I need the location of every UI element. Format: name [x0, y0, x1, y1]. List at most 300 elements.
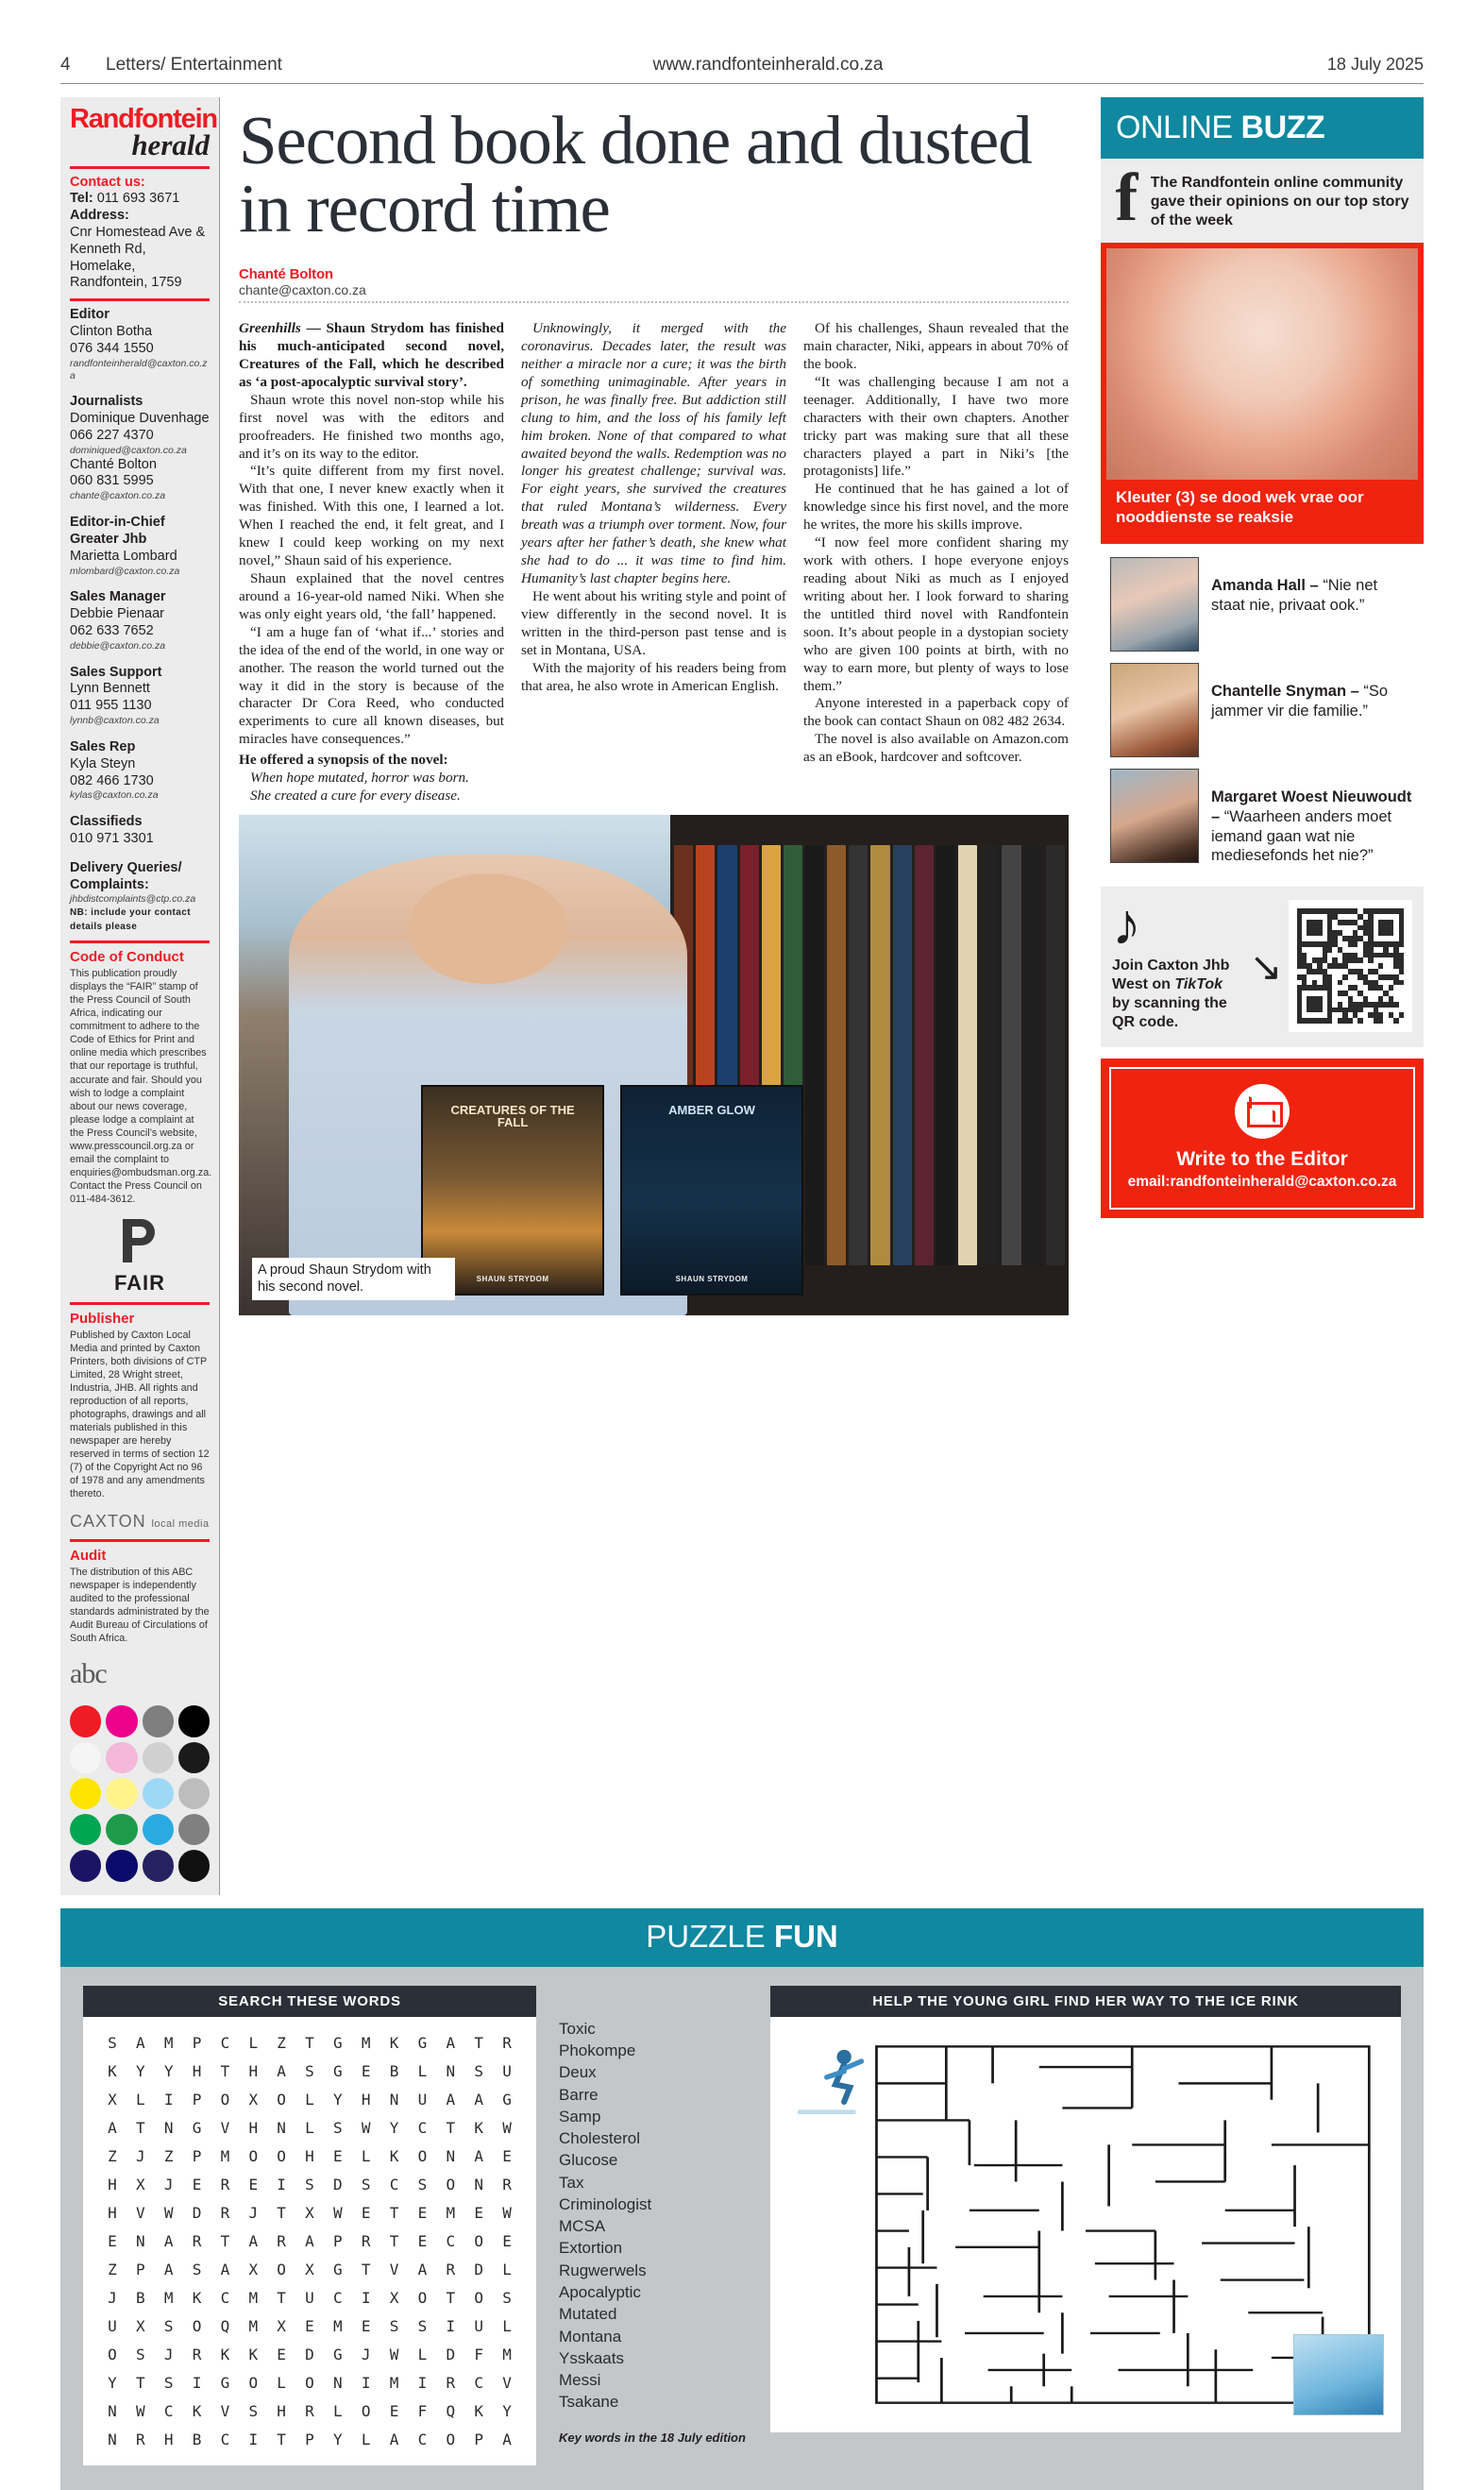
grid-letter: C: [333, 2288, 343, 2307]
grid-letter: M: [248, 2288, 259, 2307]
grid-letter: O: [446, 2175, 456, 2194]
grid-letter: L: [305, 2090, 314, 2109]
grid-letter: K: [389, 2146, 399, 2165]
grid-letter: P: [474, 2430, 484, 2448]
grid-letter: H: [163, 2430, 174, 2448]
grid-letter: C: [220, 2430, 230, 2448]
grid-letter: S: [333, 2118, 343, 2137]
article-subhead: He offered a synopsis of the novel:: [239, 752, 448, 769]
article-paragraph: Unknowingly, it merged with the coronavirus. Decades later, the result was neither a miracle nor a cure; it was the birth of something unimaginable. After years in prison, he was finally free. But addiction still clung to him, and the loss of his family left him broken. None of that compared to what awaited beyond the walls. Redemption was no longer his greatest challenge; survival was. For eight years, she survived the creatures that ruled Montana’s wilderness. Every breath was a triumph over torment. Now, four years after her father’s death, she knew what she had to do ... it was time to find him. Humanity’s last chapter begins here.: [521, 320, 786, 586]
avatar: [1110, 769, 1199, 863]
staff-role: Journalists: [70, 394, 143, 410]
book-cover-title: CREATURES OF THE FALL: [450, 1102, 575, 1130]
contact-tel: [70, 191, 210, 208]
word-list-note: Key words in the 18 July edition: [559, 2430, 746, 2445]
grid-letter: Y: [333, 2090, 343, 2109]
grid-letter: O: [108, 2345, 117, 2363]
grid-letter: W: [135, 2401, 145, 2420]
grid-letter: C: [417, 2118, 428, 2137]
colour-registration-swatches: [70, 1705, 210, 1881]
grid-letter: T: [446, 2288, 456, 2307]
grid-letter: O: [277, 2260, 286, 2278]
grid-letter: M: [361, 2033, 371, 2052]
article-column-3: [803, 320, 1069, 805]
grid-letter: G: [333, 2033, 343, 2052]
top-story-card[interactable]: [1101, 243, 1424, 543]
page-number: 4: [60, 55, 71, 75]
grid-letter: M: [163, 2288, 174, 2307]
grid-letter: E: [361, 2061, 371, 2080]
swatch: [70, 1705, 101, 1736]
grid-letter: M: [502, 2345, 512, 2363]
word-list-item: Tax: [559, 2173, 584, 2192]
grid-letter: O: [248, 2146, 259, 2165]
delivery-email[interactable]: jhbdistcomplaints@ctp.co.za: [70, 893, 196, 906]
book-cover-author: SHAUN STRYDOM: [675, 1274, 749, 1283]
maze-puzzle: [770, 1986, 1401, 2465]
grid-letter: D: [305, 2345, 314, 2363]
grid-letter: I: [361, 2288, 371, 2307]
grid-letter: G: [417, 2033, 428, 2052]
address-line-2: Kenneth Rd,: [70, 241, 146, 257]
grid-letter: J: [135, 2146, 145, 2165]
book-cover-author: SHAUN STRYDOM: [476, 1274, 549, 1283]
main-article: [219, 97, 1086, 1895]
word-list-item: Ysskaats: [559, 2348, 624, 2367]
word-search: [83, 1986, 536, 2465]
grid-letter: A: [417, 2260, 428, 2278]
comment-body: “Waarheen anders moet iemand gaan wat nie mediesefonds het nie?”: [1211, 807, 1392, 865]
contact-divider: [70, 298, 210, 301]
staff-email[interactable]: chante@caxton.co.za: [70, 490, 166, 502]
ice-skater-icon: [795, 2040, 882, 2126]
grid-letter: C: [446, 2231, 456, 2250]
grid-letter: T: [389, 2203, 399, 2222]
grid-letter: T: [277, 2288, 286, 2307]
grid-letter: V: [502, 2373, 512, 2392]
grid-letter: K: [220, 2345, 230, 2363]
staff-phone: 062 633 7652: [70, 622, 154, 638]
staff-name: Clinton Botha: [70, 324, 153, 340]
grid-letter: O: [305, 2373, 314, 2392]
article-synopsis-line: When hope mutated, horror was born.: [250, 770, 469, 787]
write-to-editor-email[interactable]: email:randfonteinherald@caxton.co.za: [1127, 1174, 1397, 1191]
grid-letter: R: [361, 2231, 371, 2250]
audit-divider: [70, 1539, 210, 1542]
grid-letter: P: [333, 2231, 343, 2250]
grid-letter: X: [305, 2260, 314, 2278]
grid-letter: N: [108, 2430, 117, 2448]
grid-letter: G: [220, 2373, 230, 2392]
grid-letter: S: [417, 2175, 428, 2194]
grid-letter: P: [135, 2260, 145, 2278]
grid-letter: L: [417, 2345, 428, 2363]
tiktok-text-c: by scanning the QR code.: [1112, 994, 1227, 1030]
tiktok-promo[interactable]: [1101, 887, 1424, 1047]
puzzle-title-light: PUZZLE: [646, 1918, 774, 1954]
grid-letter: I: [361, 2373, 371, 2392]
grid-letter: Z: [163, 2146, 174, 2165]
comment-text: [1211, 769, 1414, 866]
grid-letter: H: [277, 2401, 286, 2420]
grid-letter: A: [220, 2260, 230, 2278]
tel-value: 011 693 3671: [96, 191, 180, 207]
issue-date: 18 July 2025: [1326, 55, 1424, 74]
comment-item: [1110, 769, 1414, 866]
grid-letter: E: [502, 2231, 512, 2250]
puzzle-title-bold: FUN: [773, 1918, 838, 1954]
delivery-heading: Delivery Queries/ Complaints:: [70, 859, 182, 892]
grid-letter: U: [474, 2316, 484, 2335]
grid-letter: L: [277, 2373, 286, 2392]
staff-email[interactable]: dominiqued@caxton.co.za: [70, 444, 187, 456]
caxton-logo-sub: local media: [151, 1518, 210, 1531]
grid-letter: G: [333, 2260, 343, 2278]
grid-letter: K: [192, 2288, 202, 2307]
publisher-divider: [70, 1302, 210, 1305]
grid-letter: O: [446, 2430, 456, 2448]
grid-letter: A: [305, 2231, 314, 2250]
swatch: [178, 1742, 210, 1773]
lead-text: — Shaun Strydom has finished his much-anticipated second novel, Creatures of the Fall, which he described as ‘a post-apocalyptic survival story’.: [239, 320, 504, 390]
grid-letter: A: [474, 2090, 484, 2109]
qr-code-pattern: [1297, 908, 1404, 1024]
grid-letter: R: [220, 2175, 230, 2194]
grid-letter: E: [502, 2146, 512, 2165]
comment-list: [1101, 544, 1424, 875]
grid-letter: N: [135, 2231, 145, 2250]
grid-letter: S: [248, 2401, 259, 2420]
grid-letter: G: [333, 2061, 343, 2080]
grid-letter: S: [389, 2316, 399, 2335]
grid-letter: A: [248, 2231, 259, 2250]
grid-letter: E: [417, 2231, 428, 2250]
word-list-item: Barre: [559, 2085, 599, 2104]
dateline: Greenhills: [239, 320, 301, 337]
comment-body: “Nie net staat nie, privaat ook.”: [1211, 576, 1378, 614]
staff-email[interactable]: randfonteinherald@caxton.co.za: [70, 357, 208, 381]
qr-code[interactable]: [1289, 900, 1412, 1032]
grid-letter: N: [446, 2146, 456, 2165]
grid-letter: K: [474, 2401, 484, 2420]
facebook-icon: f: [1115, 160, 1138, 235]
article-paragraph: He continued that he has gained a lot of knowledge since his first novel, and the more he writes, the more his skills improve.: [803, 481, 1069, 534]
grid-letter: U: [502, 2061, 512, 2080]
maze-heading: HELP THE YOUNG GIRL FIND HER WAY TO THE ICE RINK: [770, 1986, 1401, 2017]
grid-letter: X: [248, 2260, 259, 2278]
grid-letter: I: [417, 2373, 428, 2392]
swatch: [178, 1778, 210, 1809]
staff-email[interactable]: lynnb@caxton.co.za: [70, 715, 160, 727]
grid-letter: T: [135, 2373, 145, 2392]
book-cover-title: AMBER GLOW: [668, 1102, 755, 1117]
grid-letter: O: [220, 2090, 230, 2109]
grid-letter: T: [220, 2061, 230, 2080]
grid-letter: W: [361, 2118, 371, 2137]
word-list-item: Tsakane: [559, 2393, 619, 2412]
grid-letter: R: [502, 2175, 512, 2194]
grid-letter: A: [502, 2430, 512, 2448]
grid-letter: Y: [389, 2118, 399, 2137]
grid-letter: T: [305, 2033, 314, 2052]
word-list-item: Extortion: [559, 2239, 623, 2258]
grid-letter: M: [248, 2316, 259, 2335]
staff-name: Marietta Lombard: [70, 548, 177, 564]
grid-letter: S: [417, 2316, 428, 2335]
staff-phone: 060 831 5995: [70, 473, 154, 489]
grid-letter: N: [277, 2118, 286, 2137]
grid-letter: R: [192, 2231, 202, 2250]
grid-letter: Q: [220, 2316, 230, 2335]
grid-letter: R: [446, 2260, 456, 2278]
word-list-item: Criminologist: [559, 2194, 652, 2213]
byline-divider: [239, 301, 1069, 303]
grid-letter: K: [192, 2401, 202, 2420]
article-lead: [239, 320, 504, 392]
swatch: [143, 1814, 174, 1845]
grid-letter: O: [248, 2373, 259, 2392]
staff-name: Dominique Duvenhage: [70, 411, 210, 427]
grid-letter: N: [333, 2373, 343, 2392]
grid-letter: C: [389, 2175, 399, 2194]
grid-letter: C: [220, 2033, 230, 2052]
word-list-item: Mutated: [559, 2305, 617, 2324]
grid-letter: A: [163, 2231, 174, 2250]
grid-letter: G: [502, 2090, 512, 2109]
grid-letter: L: [248, 2033, 259, 2052]
staff-entry: [70, 394, 210, 502]
swatch: [143, 1778, 174, 1809]
grid-letter: V: [135, 2203, 145, 2222]
grid-letter: H: [361, 2090, 371, 2109]
page-header: [60, 0, 1424, 76]
swatch: [178, 1850, 210, 1881]
swatch: [106, 1705, 137, 1736]
grid-letter: T: [474, 2033, 484, 2052]
masthead-logo-randfontein: Randfontein: [70, 104, 217, 134]
swatch: [106, 1742, 137, 1773]
staff-entry: [70, 307, 210, 381]
photo-caption: A proud Shaun Strydom with his second novel.: [252, 1258, 455, 1300]
press-council-icon: [115, 1215, 164, 1266]
grid-letter: C: [417, 2430, 428, 2448]
abc-logo: abc: [70, 1658, 107, 1690]
write-to-editor-box[interactable]: [1101, 1059, 1424, 1218]
comment-author: Chantelle Snyman –: [1211, 682, 1359, 700]
envelope-icon: [1235, 1084, 1290, 1139]
grid-letter: R: [135, 2430, 145, 2448]
staff-entry: [70, 665, 210, 727]
book-cover-amber-glow: [620, 1085, 802, 1296]
grid-letter: F: [417, 2401, 428, 2420]
byline: [239, 266, 1069, 303]
grid-letter: U: [305, 2288, 314, 2307]
grid-letter: L: [417, 2061, 428, 2080]
grid-letter: E: [305, 2316, 314, 2335]
grid-letter: T: [220, 2231, 230, 2250]
grid-letter: H: [192, 2061, 202, 2080]
article-column-2: [521, 320, 786, 805]
grid-letter: A: [108, 2118, 117, 2137]
code-of-conduct-text: This publication proudly displays the “FAIR” stamp of the Press Council of South Africa, indicating our commitment to adhere to the Code of Ethics for Print and online media which prescribes that our reportage is truthful, accurate and fair. Should you wish to lodge a complaint about our news coverage, please lodge a complaint at the Press Council’s website, www.presscouncil.org.za or email the complaint to enquiries@ombudsman.org.za. Contact the Press Council on 011-484-3612.: [70, 968, 212, 1205]
grid-letter: R: [446, 2373, 456, 2392]
grid-letter: E: [277, 2345, 286, 2363]
grid-letter: R: [192, 2345, 202, 2363]
staff-email[interactable]: mlombard@caxton.co.za: [70, 565, 180, 577]
grid-letter: B: [135, 2288, 145, 2307]
comment-body: “So jammer vir die familie.”: [1211, 682, 1389, 720]
grid-letter: S: [305, 2061, 314, 2080]
grid-letter: W: [502, 2203, 512, 2222]
grid-letter: R: [220, 2203, 230, 2222]
buzz-title-light: ONLINE: [1116, 110, 1241, 145]
word-list-item: Deux: [559, 2063, 597, 2082]
staff-role: Editor: [70, 307, 110, 323]
grid-letter: I: [248, 2430, 259, 2448]
grid-letter: J: [163, 2345, 174, 2363]
grid-letter: O: [417, 2288, 428, 2307]
top-story-image: [1106, 248, 1418, 480]
code-of-conduct-title: Code of Conduct: [70, 949, 184, 966]
grid-letter: A: [135, 2033, 145, 2052]
grid-letter: E: [417, 2203, 428, 2222]
word-list-item: Rugwerwels: [559, 2261, 647, 2279]
swatch: [70, 1814, 101, 1845]
grid-letter: J: [108, 2288, 117, 2307]
grid-letter: H: [248, 2061, 259, 2080]
article-paragraph: “It’s quite different from my first novel. With that one, I never knew exactly when it was finished. With this one, I learned a lot. When I reached the end, it felt great, and I knew I could keep working on my next novel,” Shaun said of his experience.: [239, 463, 504, 569]
tiktok-icon: ♪: [1112, 893, 1141, 958]
delivery-queries: [70, 860, 210, 934]
write-to-editor-title: Write to the Editor: [1176, 1148, 1348, 1171]
grid-letter: O: [474, 2288, 484, 2307]
swatch: [143, 1742, 174, 1773]
grid-letter: X: [248, 2090, 259, 2109]
staff-email[interactable]: debbie@caxton.co.za: [70, 639, 166, 652]
article-headline: Second book done and dusted in record time: [239, 102, 1032, 246]
grid-letter: A: [446, 2090, 456, 2109]
grid-letter: E: [108, 2231, 117, 2250]
grid-letter: E: [361, 2203, 371, 2222]
grid-letter: H: [108, 2175, 117, 2194]
swatch: [143, 1705, 174, 1736]
grid-letter: S: [163, 2316, 174, 2335]
staff-phone: 066 227 4370: [70, 427, 154, 443]
grid-letter: E: [389, 2401, 399, 2420]
grid-letter: X: [108, 2090, 117, 2109]
grid-letter: O: [277, 2146, 286, 2165]
grid-letter: X: [389, 2288, 399, 2307]
grid-letter: L: [135, 2090, 145, 2109]
website-url: www.randfonteinherald.co.za: [652, 55, 884, 75]
article-paragraph: “I now feel more confident sharing my work with others. I hope everyone enjoys reading about Niki as much as I enjoyed writing about her. I look forward to sharing the untitled third novel with Randfontein soon. It’s about people in a dystopian society who are given 100 points at birth, with no way to earn more, but plenty of ways to lose them.”: [803, 534, 1069, 694]
contact-heading: Contact us:: [70, 175, 145, 191]
article-paragraph: Of his challenges, Shaun revealed that the main character, Niki, appears in about 70% of the book.: [803, 320, 1069, 372]
address-label: Address:: [70, 208, 129, 224]
grid-letter: J: [248, 2203, 259, 2222]
grid-letter: P: [192, 2146, 202, 2165]
grid-letter: A: [163, 2260, 174, 2278]
grid-letter: T: [446, 2118, 456, 2137]
grid-letter: M: [333, 2316, 343, 2335]
online-buzz-rail: [1101, 97, 1424, 1895]
grid-letter: K: [108, 2061, 117, 2080]
staff-phone: 076 344 1550: [70, 340, 154, 356]
grid-letter: A: [277, 2061, 286, 2080]
swatch: [70, 1742, 101, 1773]
section-title: Letters/ Entertainment: [106, 55, 282, 75]
word-list-item: Montana: [559, 2327, 622, 2346]
grid-letter: S: [502, 2288, 512, 2307]
grid-letter: R: [305, 2401, 314, 2420]
grid-letter: R: [277, 2231, 286, 2250]
buzz-title-bold: BUZZ: [1240, 110, 1325, 145]
online-buzz-intro: [1101, 159, 1424, 243]
grid-letter: X: [135, 2316, 145, 2335]
grid-letter: V: [220, 2118, 230, 2137]
online-buzz-header: [1101, 97, 1424, 159]
grid-letter: H: [108, 2203, 117, 2222]
comment-item: [1110, 557, 1414, 652]
article-paragraph: The novel is also available on Amazon.com as an eBook, hardcover and softcover.: [803, 731, 1069, 766]
grid-letter: D: [474, 2260, 484, 2278]
grid-letter: Z: [108, 2146, 117, 2165]
grid-letter: L: [361, 2146, 371, 2165]
word-list-item: MCSA: [559, 2217, 606, 2236]
staff-name: Chanté Bolton: [70, 456, 157, 472]
staff-role: Sales Rep: [70, 738, 136, 754]
staff-email[interactable]: kylas@caxton.co.za: [70, 789, 159, 802]
grid-letter: L: [305, 2118, 314, 2137]
grid-letter: H: [305, 2146, 314, 2165]
grid-letter: L: [361, 2430, 371, 2448]
grid-letter: U: [108, 2316, 117, 2335]
fair-stamp-text: FAIR: [113, 1270, 166, 1295]
grid-letter: L: [502, 2316, 512, 2335]
ice-rink-graphic: [1293, 2334, 1384, 2415]
article-paragraph: Shaun wrote this novel non-stop while his first novel was with the editors and proofreaders. He finished two months ago, and it’s on its way to the editor.: [239, 391, 504, 462]
grid-letter: V: [220, 2401, 230, 2420]
comment-author: Margaret Woest Nieuwoudt –: [1211, 788, 1412, 825]
caxton-logo-word: CAXTON: [70, 1512, 146, 1532]
staff-entry-classifieds: [70, 814, 210, 848]
avatar: [1110, 557, 1199, 652]
avatar: [1110, 663, 1199, 757]
grid-letter: I: [446, 2316, 456, 2335]
staff-role: Editor-in-Chief Greater Jhb: [70, 515, 165, 547]
grid-letter: X: [277, 2316, 286, 2335]
grid-letter: J: [163, 2175, 174, 2194]
comment-text: [1211, 557, 1414, 652]
staff-entry: [70, 739, 210, 802]
address-line-4: Randfontein, 1759: [70, 275, 182, 291]
swatch: [106, 1778, 137, 1809]
grid-letter: D: [192, 2203, 202, 2222]
masthead-underline: [70, 166, 210, 169]
byline-email[interactable]: chante@caxton.co.za: [239, 282, 366, 298]
grid-letter: T: [389, 2231, 399, 2250]
swatch: [178, 1705, 210, 1736]
grid-letter: T: [277, 2203, 286, 2222]
tiktok-text-b: TikTok: [1174, 975, 1223, 992]
article-synopsis-line: She created a cure for every disease.: [250, 788, 461, 805]
grid-letter: Z: [108, 2260, 117, 2278]
grid-letter: W: [163, 2203, 174, 2222]
grid-letter: S: [108, 2033, 117, 2052]
grid-letter: I: [192, 2373, 202, 2392]
grid-letter: N: [474, 2175, 484, 2194]
header-divider: [60, 83, 1424, 84]
